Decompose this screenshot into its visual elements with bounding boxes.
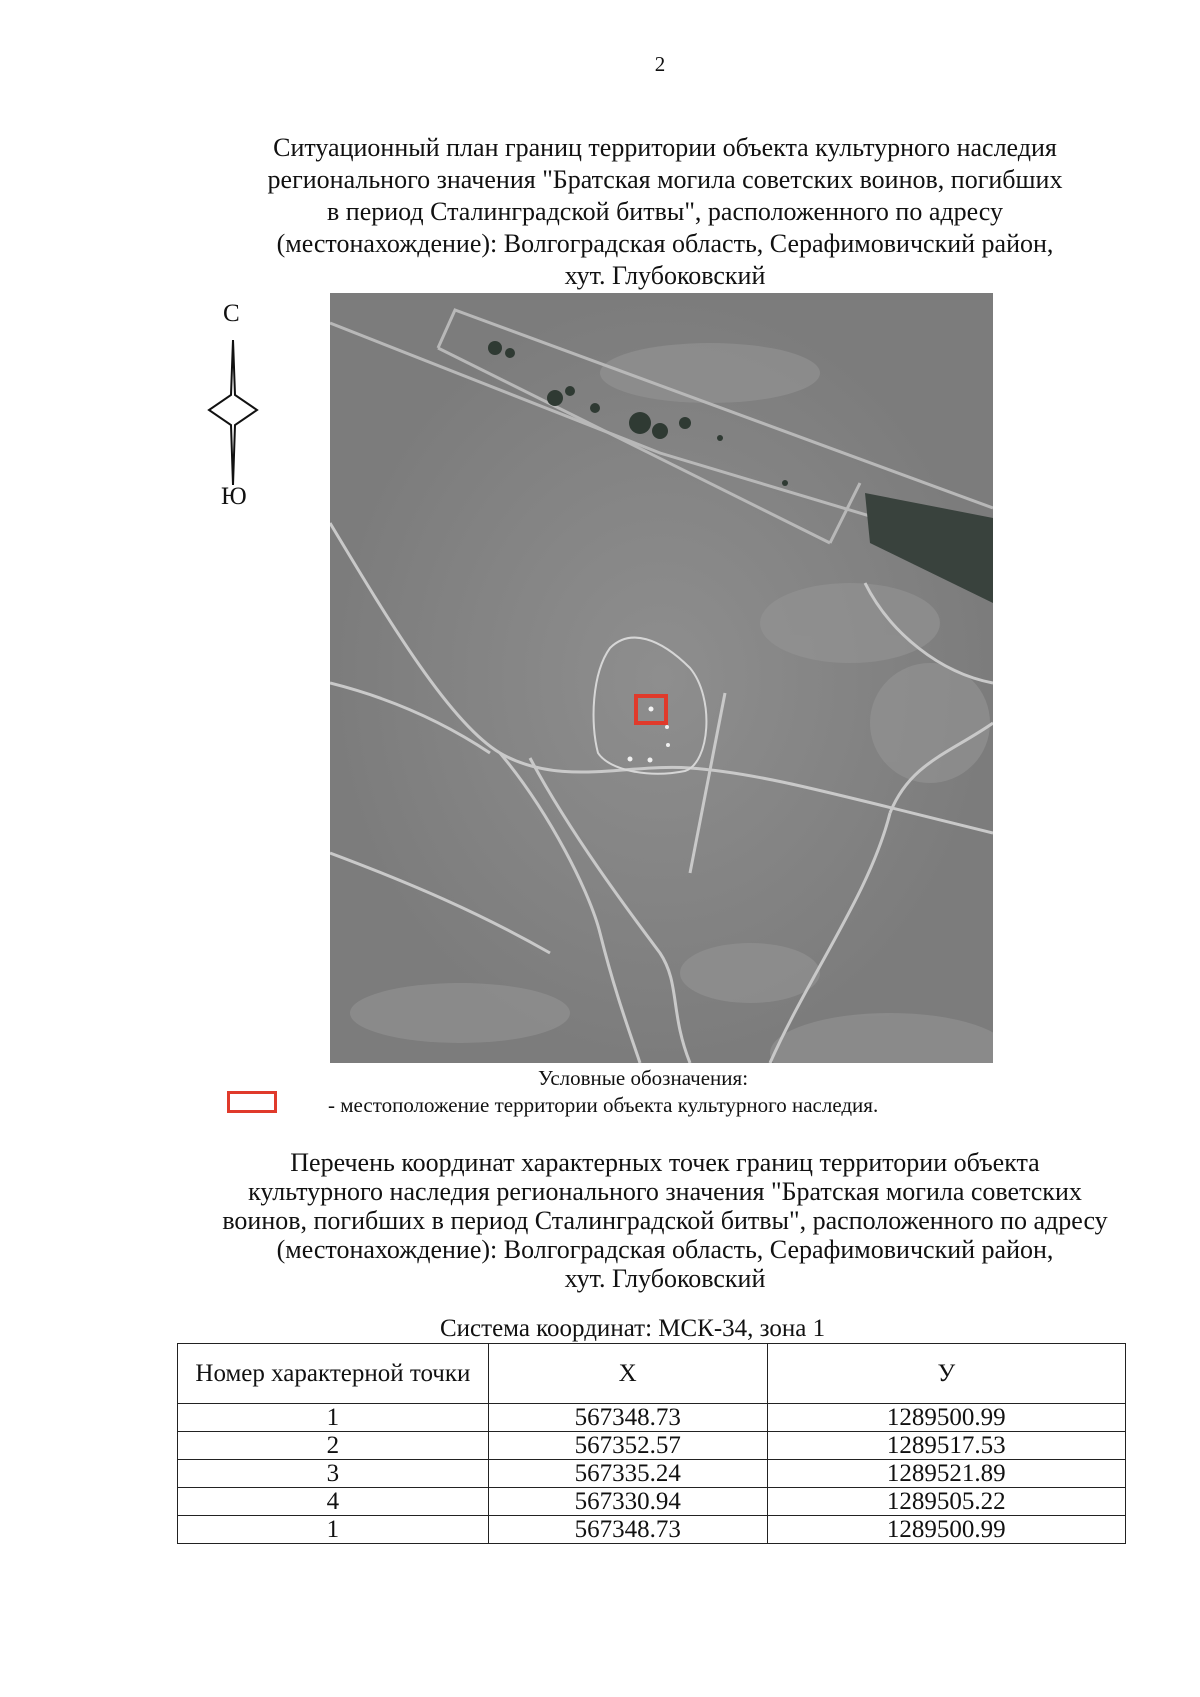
cell-point: 3 [178,1460,489,1488]
satellite-map [330,293,993,1063]
cell-y: 1289517.53 [767,1432,1125,1460]
page-number: 2 [654,52,666,76]
cell-x: 567348.73 [488,1404,767,1432]
legend-item-label: - местоположение территории объекта культурного наследия. [328,1093,879,1117]
cell-x: 567348.73 [488,1516,767,1544]
coordinates-title-line: Перечень координат характерных точек границ территории объекта [290,1148,1040,1177]
cell-x: 567352.57 [488,1432,767,1460]
coordinates-title [170,1148,1160,1293]
table-row [178,1516,1126,1544]
coordinates-title-line: культурного наследия регионального значения "Братская могила советских [248,1177,1082,1206]
cell-y: 1289521.89 [767,1460,1125,1488]
situation-plan-title-line: в период Сталинградской битвы", расположенного по адресу [327,197,1003,226]
coordinates-title-line: (местонахождение): Волгоградская область, Серафимовичский район, [276,1235,1054,1264]
coordinates-title-line: воинов, погибших в период Сталинградской битвы", расположенного по адресу [222,1206,1108,1235]
cell-y: 1289505.22 [767,1488,1125,1516]
cell-point: 1 [178,1404,489,1432]
table-header-row [178,1344,1126,1404]
coordinates-title-line: хут. Глубоковский [564,1264,766,1293]
cell-point: 1 [178,1516,489,1544]
table-row [178,1488,1126,1516]
compass-south-label: Ю [221,483,247,510]
header-x: X [488,1344,767,1404]
coordinates-table [177,1343,1126,1544]
cell-point: 2 [178,1432,489,1460]
legend-title: Условные обозначения: [538,1066,749,1090]
cell-point: 4 [178,1488,489,1516]
coordinate-system-label: Система координат: МСК-34, зона 1 [440,1315,826,1342]
cell-x: 567335.24 [488,1460,767,1488]
cell-y: 1289500.99 [767,1404,1125,1432]
table-row [178,1432,1126,1460]
situation-plan-title-line: (местонахождение): Волгоградская область, Серафимовичский район, [276,229,1054,258]
table-row [178,1460,1126,1488]
cell-y: 1289500.99 [767,1516,1125,1544]
table-row [178,1404,1126,1432]
situation-plan-title-line: регионального значения "Братская могила советских воинов, погибших [267,165,1063,194]
compass-arrow-icon [205,300,261,510]
situation-plan-title [210,132,1120,292]
header-y: У [767,1344,1125,1404]
satellite-map-image [330,293,993,1063]
situation-plan-title-line: Ситуационный план границ территории объекта культурного наследия [273,133,1057,162]
legend-swatch-red-rectangle [227,1091,277,1113]
compass-north-label: С [223,300,240,327]
situation-plan-title-line: хут. Глубоковский [564,261,766,290]
header-point-number: Номер характерной точки [178,1344,489,1404]
cell-x: 567330.94 [488,1488,767,1516]
